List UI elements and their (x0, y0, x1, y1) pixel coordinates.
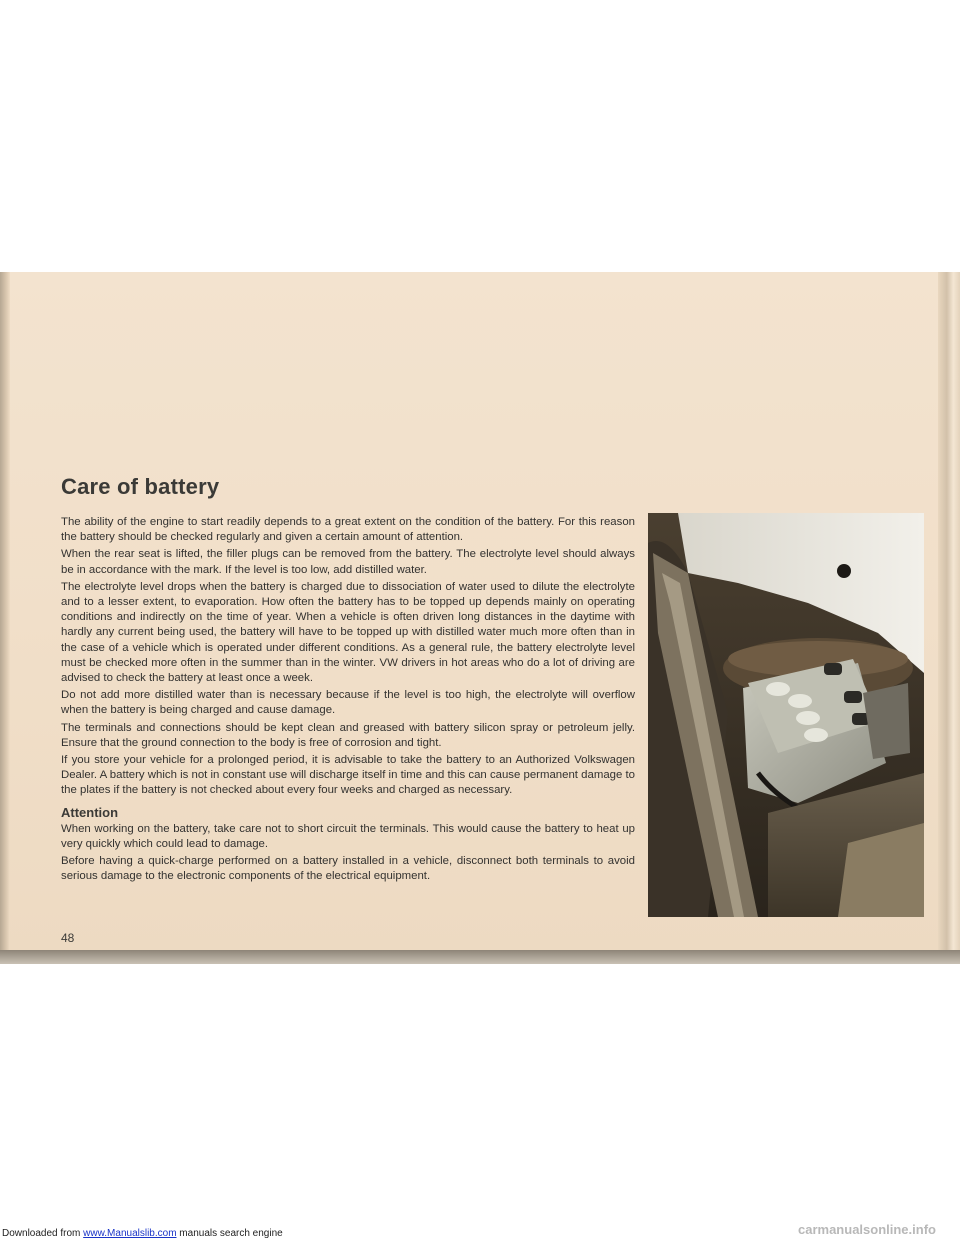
attention-paragraph: Before having a quick-charge performed on a battery installed in a vehicle, disconnect both terminals to avoid serious damage to the electronic components of the electrical equipment. (61, 855, 635, 883)
paragraph: The terminals and connections should be kept clean and greased with battery silicon spray or petroleum jelly. Ensure that the ground connection to the body is free of corrosion and tight. (61, 721, 635, 749)
body-text (61, 515, 635, 887)
paragraph: The electrolyte level drops when the battery is charged due to dissociation of water used to dilute the electrolyte and to a lesser extent, to evaporation. How often the battery has to be topped up depends mainly on operating conditions and indirectly on the time of year. When a vehicle is often driven long distances in the daytime with hardly any current being used, the battery will have to be topped up with distilled water much more often than in the case of a vehicle which is operated under different conditions. As a general rule, the battery electrolyte level must be checked more often in the summer than in the winter. VW drivers in hot areas who do a lot of driving are advised to check the battery at least once a week. (61, 580, 635, 685)
attention-paragraph: When working on the battery, take care not to short circuit the terminals. This would cause the battery to heat up very quickly which could lead to damage. (61, 822, 635, 851)
page-gutter (938, 272, 960, 962)
battery-terminal (824, 663, 842, 675)
footer-prefix: Downloaded from (2, 1228, 84, 1239)
watermark: carmanualsonline.info (798, 1222, 936, 1237)
page-number: 48 (61, 931, 75, 945)
footer-suffix: manuals search engine (176, 1228, 283, 1239)
body-hole (837, 564, 851, 578)
battery-cap (766, 682, 790, 696)
battery-cap (788, 694, 812, 708)
paragraph: Do not add more distilled water than is necessary because if the level is too high, the electrolyte will overflow when the battery is being charged and cause damage. (61, 689, 635, 717)
download-footer (2, 1228, 283, 1239)
manualslib-link[interactable]: www.Manualslib.com (83, 1228, 177, 1239)
page-bottom-shadow (0, 950, 960, 964)
battery-cap (796, 711, 820, 725)
battery-terminal (844, 691, 862, 703)
attention-heading: Attention (61, 804, 119, 820)
paragraph: If you store your vehicle for a prolonged period, it is advisable to take the battery to an Authorized Volkswagen Dealer. A battery which is not in constant use will discharge itself in time and this can cause permanent damage to the plates if the battery is not checked about every four weeks and charged as necessary. (61, 754, 635, 797)
page-title: Care of battery (61, 474, 220, 499)
paragraph: The ability of the engine to start readily depends to a great extent on the condition of the battery. For this reason the battery should be checked regularly and given a certain amount of attention. (61, 516, 635, 544)
battery-cap (804, 728, 828, 742)
paragraph: When the rear seat is lifted, the filler plugs can be removed from the battery. The electrolyte level should always be in accordance with the mark. If the level is too low, add distilled water. (61, 548, 635, 576)
page-edge (0, 272, 10, 962)
battery-photo (648, 513, 924, 917)
